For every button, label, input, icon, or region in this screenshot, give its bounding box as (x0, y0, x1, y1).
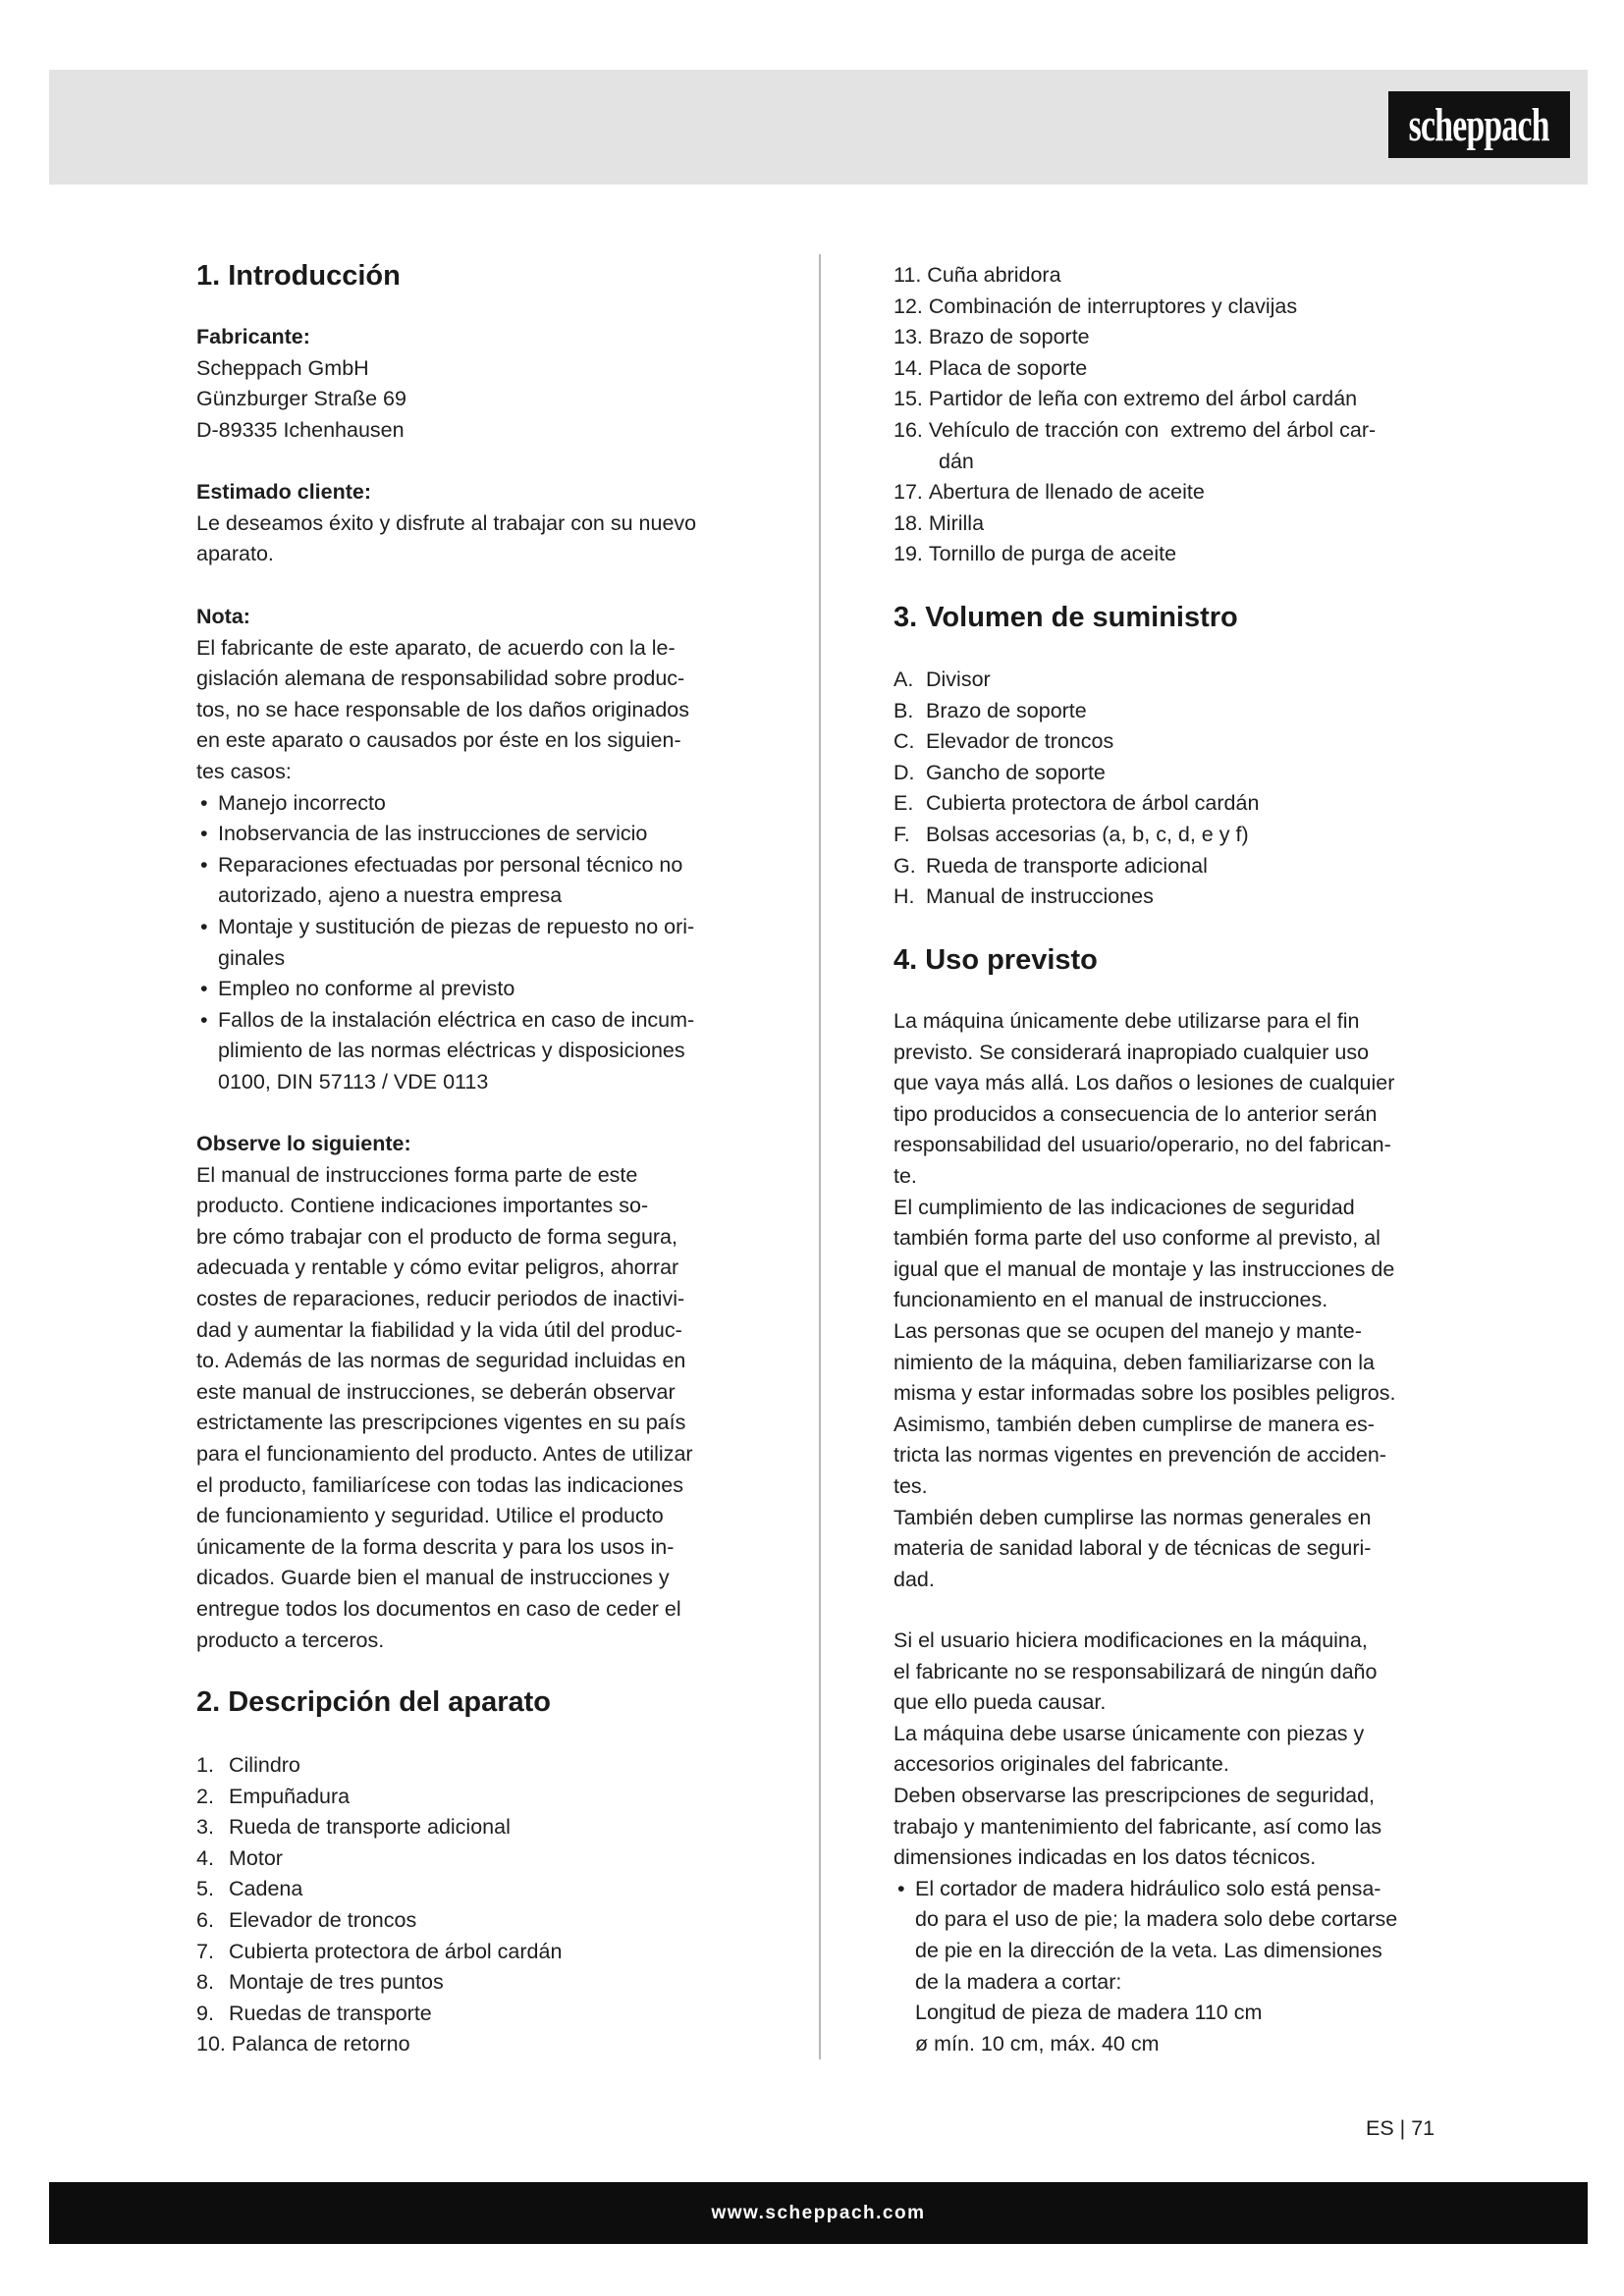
list-item-line (196, 1937, 562, 1968)
item-number: 18. (893, 510, 923, 535)
item-number: 3. (196, 1815, 214, 1840)
observe-label: Observe lo siguiente: (196, 1132, 411, 1155)
list-item-line (196, 1874, 562, 1905)
note-text (196, 633, 694, 788)
text-line: Günzburger Straße 69 (196, 387, 406, 411)
intended-use-paragraphs (893, 1626, 1397, 1874)
column-divider (819, 254, 821, 2059)
list-item (893, 477, 1376, 508)
list-item (196, 1937, 562, 1968)
bullet-item (196, 1005, 694, 1098)
item-text: Brazo de soporte (928, 325, 1090, 349)
list-item-line (893, 477, 1376, 508)
text-line: Las personas que se ocupen del manejo y mante- (893, 1318, 1362, 1343)
text-line: dad. (893, 1567, 935, 1591)
item-text: Ruedas de transporte (229, 2001, 432, 2025)
text-line: autorizado, ajeno a nuestra empresa (218, 883, 563, 908)
text-line: tes casos: (196, 759, 292, 783)
text-line: únicamente de la forma descrita y para los usos in- (196, 1534, 675, 1559)
item-text: Montaje de tres puntos (229, 1970, 444, 1995)
item-number: 16. (893, 417, 923, 442)
note-label: Nota: (196, 605, 250, 628)
customer-text (196, 508, 696, 570)
note-bullet-list (196, 788, 694, 1098)
list-item (196, 1874, 562, 1905)
logo-wordmark: scheppach (1408, 98, 1550, 151)
item-number: 15. (893, 387, 923, 411)
list-item (893, 260, 1376, 292)
item-text: Empuñadura (229, 1784, 351, 1808)
list-item (196, 1905, 562, 1937)
section-title-intended-use: 4. Uso previsto (893, 944, 1098, 976)
list-item (893, 292, 1376, 323)
paragraph (893, 1006, 1395, 1193)
text-line: aparato. (196, 542, 274, 566)
text-line: para el funcionamiento del producto. Antes de utilizar (196, 1441, 693, 1466)
list-item (893, 788, 1259, 820)
list-item (196, 2029, 562, 2060)
text-line: te. (893, 1163, 917, 1188)
list-item (893, 758, 1259, 789)
item-text: Vehículo de tracción con extremo del árbol car- (928, 417, 1377, 442)
text-line: tricta las normas vigentes en prevención de acciden- (893, 1443, 1386, 1468)
list-item-line (196, 1782, 562, 1813)
item-text: Cubierta protectora de árbol cardán (229, 1939, 563, 1963)
parts-list-part-2 (893, 260, 1376, 570)
text-line: Scheppach GmbH (196, 355, 369, 380)
bullet-item (196, 788, 694, 820)
observe-text (196, 1160, 693, 1657)
list-item-line (893, 726, 1259, 758)
list-item (196, 1812, 562, 1843)
list-item-line (893, 384, 1376, 415)
text-line: adecuada y rentable y cómo evitar peligros, ahorrar (196, 1255, 679, 1280)
text-line: trabajo y mantenimiento del fabricante, así como las (893, 1814, 1382, 1839)
text-line: bre cómo trabajar con el producto de forma segura, (196, 1224, 677, 1249)
paragraph (893, 1193, 1395, 1316)
manufacturer-address (196, 353, 406, 447)
text-line: dad y aumentar la fiabilidad y la vida útil del produc- (196, 1317, 682, 1342)
list-item-line (893, 415, 1376, 447)
item-number: 8. (196, 1970, 214, 1995)
list-item (893, 881, 1259, 913)
item-number: 17. (893, 480, 923, 505)
paragraph (893, 1626, 1397, 1719)
text-line: responsabilidad del usuario/operario, no del fabrican- (893, 1133, 1391, 1157)
observe-block (196, 1129, 693, 1656)
item-number: 1. (196, 1753, 214, 1777)
bullet-item (196, 912, 694, 974)
section-title-description: 2. Descripción del aparato (196, 1686, 552, 1718)
paragraph (893, 1503, 1395, 1596)
item-text: Tornillo de purga de aceite (928, 542, 1177, 566)
list-item-line (893, 788, 1259, 820)
item-number: C. (893, 729, 915, 754)
list-item-line (893, 322, 1376, 353)
text-line: tipo producidos a consecuencia de lo anterior serán (893, 1101, 1378, 1126)
text-line: también forma parte del uso conforme al previsto, al (893, 1226, 1380, 1251)
text-line: ginales (218, 945, 286, 970)
text-line: ø mín. 10 cm, máx. 40 cm (915, 2031, 1160, 2056)
list-item (196, 1999, 562, 2030)
manufacturer-label: Fabricante: (196, 325, 310, 348)
list-item-line (893, 665, 1259, 696)
bullet-item (196, 850, 694, 912)
manufacturer-block (196, 322, 406, 446)
text-line: Longitud de pieza de madera 110 cm (915, 2001, 1263, 2025)
supply-list (893, 665, 1259, 913)
item-text: Cadena (229, 1877, 303, 1901)
text-line: en este aparato o causados por éste en los siguien- (196, 728, 681, 753)
text-line: materia de sanidad laboral y de técnicas de seguri- (893, 1536, 1372, 1561)
header-band (49, 70, 1588, 185)
list-item-line (196, 1967, 562, 1999)
item-number: 12. (893, 294, 923, 318)
text-line: accesorios originales del fabricante. (893, 1752, 1229, 1777)
text-line: 0100, DIN 57113 / VDE 0113 (218, 1069, 489, 1094)
item-text: Placa de soporte (928, 355, 1088, 380)
text-line: El cumplimiento de las indicaciones de seguridad (893, 1195, 1355, 1219)
list-item-line (893, 820, 1259, 851)
item-number: 11. (893, 263, 922, 287)
text-line: de pie en la dirección de la veta. Las dimensiones (915, 1938, 1382, 1962)
paragraph (893, 1316, 1395, 1503)
item-number: 7. (196, 1939, 214, 1963)
list-item-line (196, 2029, 562, 2060)
list-item (893, 539, 1376, 570)
text-line: Si el usuario hiciera modificaciones en la máquina, (893, 1629, 1368, 1652)
item-text: Elevador de troncos (229, 1907, 417, 1932)
list-item (893, 851, 1259, 882)
item-number: D. (893, 760, 915, 784)
text-line: do para el uso de pie; la madera solo debe cortarse (915, 1907, 1398, 1932)
item-number: F. (893, 822, 910, 846)
list-item (893, 665, 1259, 696)
list-item-line (196, 1905, 562, 1937)
list-item-line (893, 696, 1259, 727)
text-line: • Manejo incorrecto (218, 790, 386, 815)
note-block (196, 602, 694, 1098)
item-text: Cuña abridora (927, 263, 1061, 287)
footer-band (49, 2182, 1588, 2244)
list-item-line (893, 292, 1376, 323)
list-item-line (893, 508, 1376, 540)
list-item (893, 384, 1376, 415)
item-text: Manual de instrucciones (926, 884, 1154, 909)
item-number: E. (893, 791, 914, 816)
text-line: dicados. Guarde bien el manual de instrucciones y (196, 1566, 670, 1590)
item-text: Mirilla (928, 510, 985, 535)
text-line: funcionamiento en el manual de instrucciones. (893, 1288, 1328, 1312)
text-line: Le deseamos éxito y disfrute al trabajar con su nuevo (196, 510, 697, 535)
text-line: plimiento de las normas eléctricas y disposiciones (218, 1039, 685, 1063)
item-text: Cilindro (229, 1753, 300, 1777)
list-item-line (893, 260, 1376, 292)
text-line: estrictamente las prescripciones vigentes en su país (196, 1411, 686, 1435)
item-text: Gancho de soporte (926, 760, 1106, 784)
list-item (893, 508, 1376, 540)
text-line: Asimismo, también deben cumplirse de manera es- (893, 1412, 1375, 1436)
text-line: • Fallos de la instalación eléctrica en caso de incum- (218, 1007, 695, 1032)
text-line: Deben observarse las prescripciones de seguridad, (893, 1783, 1375, 1807)
text-line: producto. Contiene indicaciones importantes so- (196, 1194, 649, 1218)
text-line: de la madera a cortar: (915, 1969, 1122, 1994)
list-item-line (196, 1843, 562, 1875)
list-item (893, 353, 1376, 385)
item-text: Combinación de interruptores y clavijas (928, 294, 1298, 318)
item-number: 13. (893, 325, 923, 349)
paragraph (893, 1719, 1397, 1781)
intended-use-bullets (893, 1874, 1397, 2060)
item-number: 10. (196, 2032, 226, 2056)
intended-use-text-b (893, 1626, 1397, 2059)
text-line: La máquina debe usarse únicamente con piezas y (893, 1721, 1365, 1745)
text-line: que ello pueda causar. (893, 1690, 1107, 1715)
intended-use-text-a (893, 1006, 1395, 1595)
text-line: este manual de instrucciones, se deberán observar (196, 1379, 676, 1404)
item-text: Rueda de transporte adicional (926, 853, 1208, 878)
list-item (893, 696, 1259, 727)
list-item-line (196, 1999, 562, 2030)
text-line: de funcionamiento y seguridad. Utilice el producto (196, 1504, 664, 1528)
text-line: entregue todos los documentos en caso de ceder el (196, 1596, 681, 1621)
list-item-line (893, 539, 1376, 570)
item-number: 9. (196, 2001, 214, 2025)
text-line: • Inobservancia de las instrucciones de servicio (218, 822, 648, 846)
text-line: que vaya más allá. Los daños o lesiones de cualquier (893, 1071, 1395, 1095)
list-item-line (893, 758, 1259, 789)
item-text: Palanca de retorno (231, 2032, 410, 2056)
item-number: 2. (196, 1784, 214, 1808)
footer-url: www.scheppach.com (711, 2202, 926, 2223)
list-item-line (196, 1750, 562, 1782)
item-text: Divisor (926, 667, 991, 691)
list-item-line (893, 851, 1259, 882)
text-line: previsto. Se considerará inapropiado cualquier uso (893, 1040, 1370, 1064)
list-item (196, 1967, 562, 1999)
item-text: Rueda de transporte adicional (229, 1815, 511, 1840)
text-line: costes de reparaciones, reducir periodos de inactivi- (196, 1286, 685, 1310)
item-text: Cubierta protectora de árbol cardán (926, 791, 1260, 816)
list-item-line (893, 353, 1376, 385)
text-line: tos, no se hace responsable de los daños originados (196, 697, 690, 721)
bullet-item (196, 819, 694, 850)
section-title-introduction: 1. Introducción (196, 260, 401, 292)
text-line: misma y estar informadas sobre los posibles peligros. (893, 1381, 1396, 1406)
item-text: Brazo de soporte (926, 698, 1087, 722)
list-item (893, 322, 1376, 353)
text-line: dimensiones indicadas en los datos técnicos. (893, 1845, 1317, 1870)
text-line: nimiento de la máquina, deben familiarizarse con la (893, 1350, 1375, 1374)
bullet-item (893, 1874, 1397, 2060)
text-line: el fabricante no se responsabilizará de ningún daño (893, 1659, 1378, 1683)
text-line: producto a terceros. (196, 1628, 385, 1652)
item-number: 6. (196, 1907, 214, 1932)
text-line: El fabricante de este aparato, de acuerdo con la le- (196, 635, 676, 660)
parts-list-part-1 (196, 1750, 562, 2060)
text-line: el producto, familiarícese con todas las indicaciones (196, 1472, 683, 1497)
item-text: Elevador de troncos (926, 729, 1114, 754)
list-item-line (893, 881, 1259, 913)
text-line: • Empleo no conforme al previsto (218, 977, 515, 1001)
list-item (893, 726, 1259, 758)
text-line: to. Además de las normas de seguridad incluidas en (196, 1349, 686, 1373)
list-item (893, 820, 1259, 851)
list-item (893, 415, 1376, 477)
item-text: Partidor de leña con extremo del árbol cardán (928, 387, 1358, 411)
list-item (196, 1782, 562, 1813)
text-line: El manual de instrucciones forma parte de este (196, 1162, 638, 1187)
paragraph (893, 1781, 1397, 1874)
text-line: También deben cumplirse las normas generales en (893, 1505, 1372, 1529)
list-item-line: dán (939, 449, 974, 473)
text-line: D-89335 Ichenhausen (196, 417, 405, 442)
item-number: 14. (893, 355, 923, 380)
item-number: 19. (893, 542, 923, 566)
item-text: Abertura de llenado de aceite (928, 480, 1205, 505)
item-number: G. (893, 853, 916, 878)
text-line: tes. (893, 1473, 928, 1498)
text-line: • El cortador de madera hidráulico solo está pensa- (915, 1876, 1381, 1900)
text-line: igual que el manual de montaje y las instrucciones de (893, 1256, 1395, 1281)
text-line: La máquina únicamente debe utilizarse para el fin (893, 1009, 1360, 1033)
item-text: Bolsas accesorias (a, b, c, d, e y f) (926, 822, 1249, 846)
list-item (196, 1750, 562, 1782)
item-number: A. (893, 667, 914, 691)
list-item-line (196, 1812, 562, 1843)
item-number: 4. (196, 1845, 214, 1870)
text-line: • Reparaciones efectuadas por personal técnico no (218, 852, 683, 877)
item-number: H. (893, 884, 915, 909)
item-text: Motor (229, 1845, 283, 1870)
bullet-item (196, 974, 694, 1005)
text-line: gislación alemana de responsabilidad sobre produc- (196, 667, 685, 691)
text-line: • Montaje y sustitución de piezas de repuesto no ori- (218, 914, 695, 938)
item-number: 5. (196, 1877, 214, 1901)
customer-label: Estimado cliente: (196, 480, 372, 504)
section-title-supply: 3. Volumen de suministro (893, 602, 1238, 633)
page-number: ES | 71 (1366, 2116, 1435, 2140)
customer-block (196, 477, 696, 570)
list-item (196, 1843, 562, 1875)
brand-logo (1388, 91, 1570, 158)
item-number: B. (893, 698, 914, 722)
